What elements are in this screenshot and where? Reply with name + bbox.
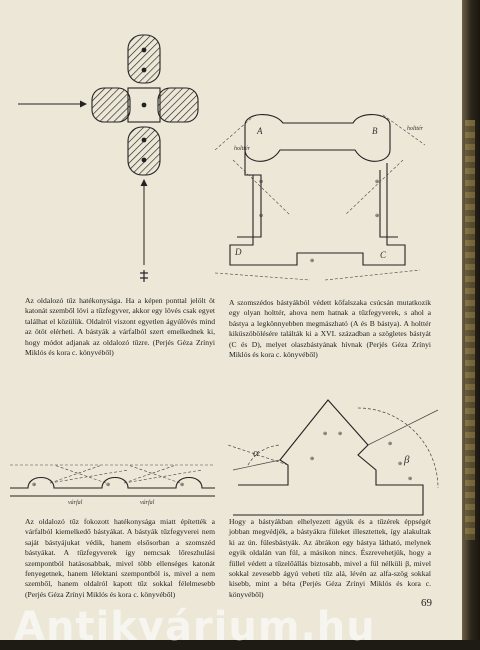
svg-text:⊕: ⊕	[388, 442, 393, 447]
caption-bottom-left: Az oldalozó tűz fokozott hatékonysága miatt építették a várfalból kiemelkedő bástyákat. A bástyák tűzfegyverei nem saját bástyájukat védik, hanem elsősorban a szomszéd bástyákat. A tűzfegyverek így nemcsak lőreszhulási szempontból hatásosabbak, mivel több ellenséges katonát fenyegetnek, hanem lélektani szempontból is, mivel a nem szemből, hanem oldalról kapott tűz sokkal félelmesebb (Perjés Géza Zrínyi Miklós és kora c. könyvéből)	[25, 517, 215, 599]
wall-fire-diagram	[10, 440, 215, 510]
svg-text:⊕: ⊕	[398, 462, 403, 467]
ear-bastion-diagram	[228, 390, 448, 515]
svg-text:⊕: ⊕	[375, 180, 380, 185]
wall-right-label: várfal	[140, 500, 155, 506]
svg-text:⊕: ⊕	[32, 483, 37, 488]
svg-text:⊕: ⊕	[375, 214, 380, 219]
svg-text:⊕: ⊕	[323, 432, 328, 437]
svg-text:⊕: ⊕	[106, 483, 111, 488]
svg-text:⊕: ⊕	[310, 259, 315, 264]
svg-text:⊕: ⊕	[180, 483, 185, 488]
beta-label: β	[404, 454, 410, 466]
svg-text:⊕: ⊕	[259, 214, 264, 219]
wall-left-label: várfal	[68, 500, 83, 506]
fortress-plan-diagram	[215, 105, 450, 285]
svg-text:⊕: ⊕	[259, 180, 264, 185]
caption-top-right: A szomszédos bástyákból védett kőfalszaka csúcsán mutatkozik egy olyan holttér, ahova nem hatnak a tűzfegyverek, s ahol a bástya a legkönnyebben megmászható (A és B bástya). A holttér kiküszöbölésére találták ki a XVI. században a szögletes bástyát (C és D), melyet olaszbástyának hívnak (Perjés Géza Zrínyi Miklós és kora c. könyvéből)	[229, 298, 431, 360]
caption-bottom-right: Hogy a bástyákban elhelyezett ágyúk és a tűzérek éppségét jobban megvédjék, a bástyákra füleket illesztettek, így alakultak ki az ún. fülesbástyák. Az ábrákon egy bástya látható, melynek egyik oldalán van fül, a másikon nincs. Észrevehetjük, hogy a füllel védett a tűzelőállás biztosabb, mivel a fül nélküli β, mivel sokkal zevesebb ágyú veheti tűz alá, lévén az alfa-szög sokkal kisebb, mint a béta (Perjés Géza Zrínyi Miklós és kora c. könyvéből)	[229, 517, 431, 599]
caption-top-left: Az oldalozó tűz hatékonysága. Ha a képen ponttal jelölt öt katonát szemből lövi a tűzfegyver, akkor egy lövés csak egyet találhat el közülük. Oldalról viszont egyetlen ágyúlövés mind az ötöt elérheti. A bástyák a várfalból szert emelkednek ki, hogy módot adjanak az oldalozó tűzre. (Perjés Géza Zrínyi Miklós és kora c. könyvéből)	[25, 296, 215, 358]
bastion-a-label: A	[257, 126, 263, 136]
svg-text:⊕: ⊕	[408, 477, 413, 482]
spine-ornament	[465, 120, 475, 540]
svg-text:⊕: ⊕	[338, 432, 343, 437]
watermark: Antikvárium.hu	[14, 604, 376, 650]
page-number: 69	[421, 597, 432, 609]
deadzone-right-label: holttér	[407, 126, 423, 132]
svg-text:⊕: ⊕	[310, 457, 315, 462]
bastion-c-label: C	[380, 250, 387, 260]
alpha-label: α	[253, 447, 259, 459]
fire-cross-diagram	[0, 30, 220, 285]
deadzone-left-label: holttér	[234, 146, 250, 152]
bastion-d-label: D	[235, 247, 242, 257]
bastion-b-label: B	[372, 126, 378, 136]
